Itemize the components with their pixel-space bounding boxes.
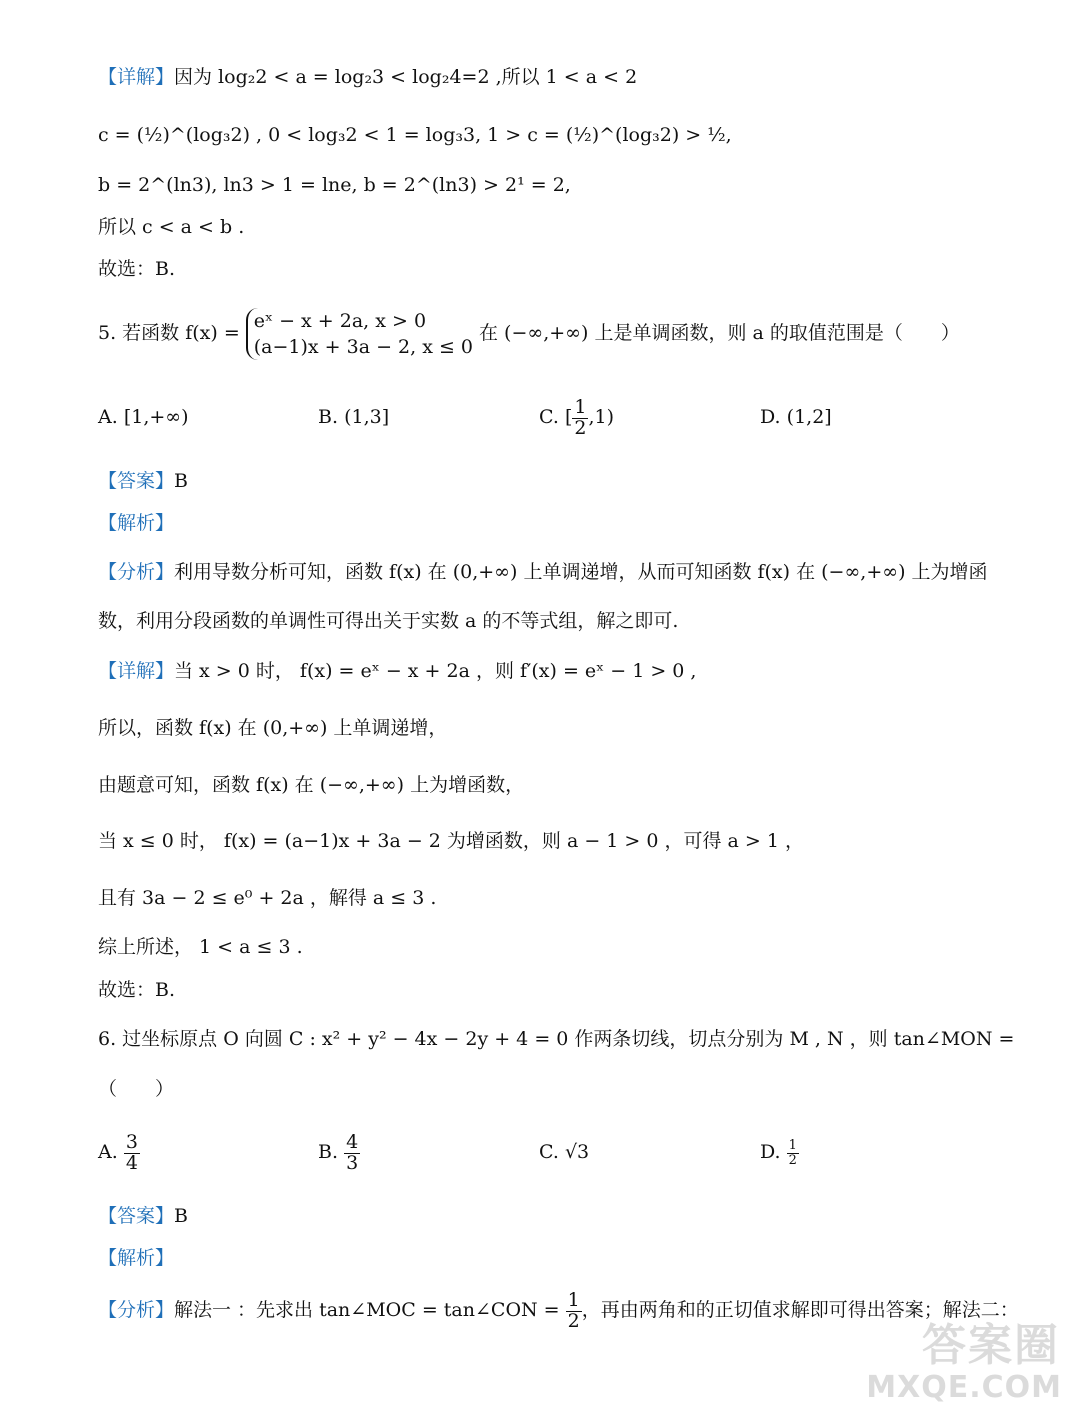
q5-choice-b: B. (1,3] — [318, 406, 390, 428]
line-3: b = 2^(ln3), ln3 > 1 = lne, b = 2^(ln3) > 2¹ = 2, — [98, 174, 571, 196]
q6-choice-b: B. $\frac{4}{3}$ — [318, 1130, 359, 1174]
question-5-stem: 5. 若函数 f(x) = eˣ − x + 2a, x > 0 (a−1)x + 3a − 2, x ≤ 0 在 (−∞,+∞) 上是单调函数，则 a 的取值范围是（ ） — [98, 310, 960, 358]
line-2: c = (½)^(log₃2) , 0 < log₃2 < 1 = log₃3, 1 > c = (½)^(log₃2) > ½, — [98, 124, 732, 146]
line-fenxi-6: 【分析】解法一 ：先求出 tan∠MOC = tan∠CON = $\frac{1}{2}$ ，再由两角和的正切值求解即可得出答案；解法二： — [98, 1288, 1019, 1332]
question-6-stem: 6. 过坐标原点 O 向圆 C : x² + y² − 4x − 2y + 4 = 0 作两条切线，切点分别为 M , N ，则 tan∠MON = — [98, 1028, 1015, 1050]
q5-choice-d: D. (1,2] — [760, 406, 832, 428]
line-14: 当 x ≤ 0 时， f(x) = (a−1)x + 3a − 2 为增函数，则 a − 1 > 0 ，可得 a > 1 ， — [98, 830, 804, 852]
q5-choice-c: C. [ $\frac{1}{2}$ ,1) — [539, 395, 615, 439]
line-fenxi-5b: 数，利用分段函数的单调性可得出关于实数 a 的不等式组，解之即可. — [98, 610, 679, 632]
line-analysis-5: 【解析】 — [98, 512, 175, 534]
question-6-choices — [98, 1126, 998, 1178]
line-fenxi-5a: 【分析】利用导数分析可知，函数 f(x) 在 (0,+∞) 上单调递增，从而可知函数 f(x) 在 (−∞,+∞) 上为增函 — [98, 561, 988, 583]
q6-choice-d: D. $\frac{1}{2}$ — [760, 1137, 797, 1168]
line-15: 且有 3a − 2 ≤ e⁰ + 2a ，解得 a ≤ 3 . — [98, 887, 437, 909]
question-5-choices — [98, 395, 998, 439]
question-6-blank: （ ） — [98, 1078, 175, 1100]
piecewise-brace: eˣ − x + 2a, x > 0 (a−1)x + 3a − 2, x ≤ 0 — [246, 308, 473, 360]
line-1: 【详解】因为 log₂2 < a = log₂3 < log₂4=2 ,所以 1 < a < 2 — [98, 66, 638, 88]
line-answer-6: 【答案】B — [98, 1205, 188, 1227]
line-17: 故选：B. — [98, 979, 176, 1001]
line-analysis-6: 【解析】 — [98, 1247, 175, 1269]
line-13: 由题意可知，函数 f(x) 在 (−∞,+∞) 上为增函数， — [98, 774, 525, 796]
watermark-logo: 答案圈 MXQE.COM — [866, 1320, 1062, 1405]
line-4: 所以 c < a < b . — [98, 216, 245, 238]
q6-choice-c: C. √3 — [539, 1141, 590, 1163]
line-answer-5: 【答案】B — [98, 470, 188, 492]
tag-detail: 【详解】 — [98, 66, 175, 88]
q6-choice-a: A. $\frac{3}{4}$ — [98, 1130, 138, 1174]
line-xiangjie-5: 【详解】当 x > 0 时， f(x) = eˣ − x + 2a ，则 f′(x) = eˣ − 1 > 0 , — [98, 660, 697, 682]
q5-choice-a: A. [1,+∞) — [98, 406, 189, 428]
line-12: 所以，函数 f(x) 在 (0,+∞) 上单调递增， — [98, 717, 448, 739]
line-16: 综上所述， 1 < a ≤ 3 . — [98, 936, 303, 958]
line-5: 故选：B. — [98, 258, 176, 280]
